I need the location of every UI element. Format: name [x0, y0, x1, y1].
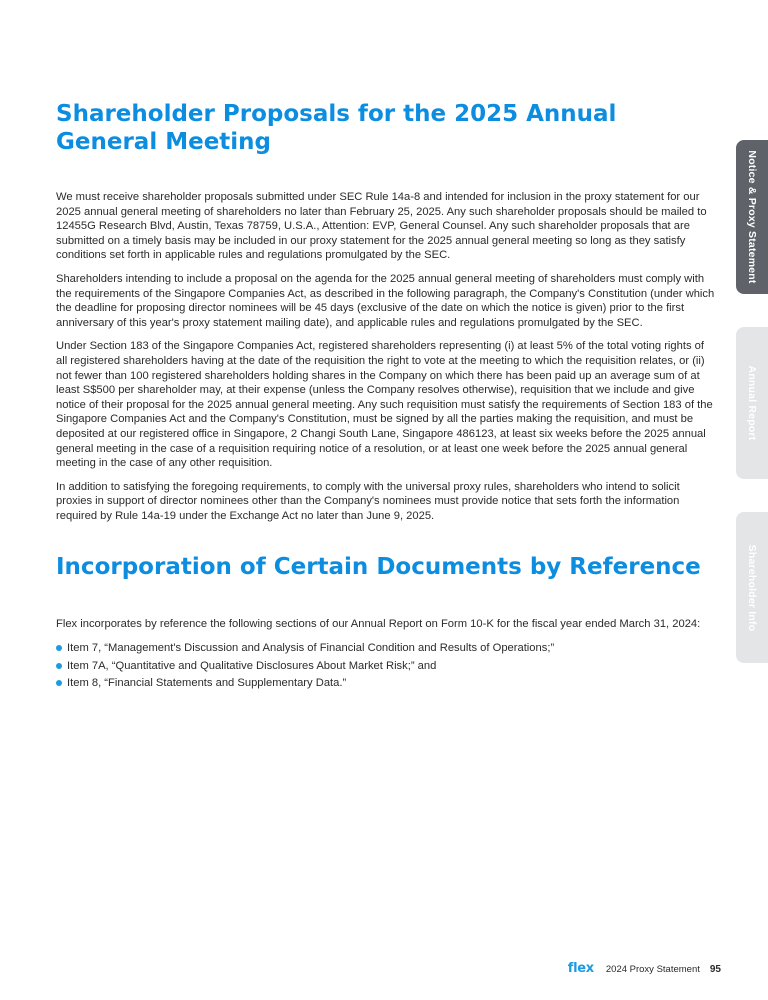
list-item-text: Item 7A, “Quantitative and Qualitative Disclosures About Market Risk;” and: [67, 659, 437, 672]
section-incorporation-by-reference: [56, 553, 716, 690]
section-shareholder-proposals: [56, 100, 716, 523]
list-item: [56, 676, 716, 691]
bullet-icon: [56, 645, 62, 651]
bullet-icon: [56, 680, 62, 686]
section-title: Incorporation of Certain Documents by Reference: [56, 554, 701, 581]
section-title: Shareholder Proposals for the 2025 Annual General Meeting: [56, 101, 617, 155]
bullet-icon: [56, 663, 62, 669]
side-tab-label: Notice & Proxy Statement: [746, 150, 758, 284]
intro-paragraph: Flex incorporates by reference the following sections of our Annual Report on Form 10-K for the fiscal year ended March 31, 2024:: [56, 618, 701, 631]
list-item-text: Item 8, “Financial Statements and Supplementary Data.”: [67, 677, 347, 690]
side-tab-annual-report[interactable]: [736, 327, 768, 479]
side-tab-notice-proxy-statement[interactable]: [736, 140, 768, 294]
list-item: [56, 641, 716, 656]
side-tab-label: Annual Report: [746, 365, 758, 441]
paragraph: Under Section 183 of the Singapore Companies Act, registered shareholders representing (i) at least 5% of the total voting rights of all registered shareholders having at the date of the requisition the right to vote at the meeting to which the requisition relates, or (ii) not fewer than 100 registered shareholders holding shares in the Company on which there has been paid up an average sum of at least S$500 per shareholder may, at their expense (unless the Company resolves otherwise), requisition that we include and give notice of their proposal for the 2025 annual general meeting. Any such requisition must satisfy the requirements of Section 183 of the Singapore Companies Act and the Company's Constitution, must be signed by all the parties making the requisition, and must be deposited at our registered office in Singapore, 2 Changi South Lane, Singapore 486123, at least six weeks before the 2025 annual general meeting in the case of a requisition requiring notice of a resolution, or at least one week before the 2025 annual general meeting in the case of any other requisition.: [56, 340, 713, 470]
list-item: [56, 659, 716, 674]
flex-logo: flex: [567, 961, 594, 976]
side-tab-label: Shareholder Info: [746, 544, 758, 631]
paragraph: We must receive shareholder proposals submitted under SEC Rule 14a-8 and intended for inclusion in the proxy statement for our 2025 annual general meeting of shareholders no later than February 25, 2025. Any such shareholder proposals should be mailed to 12455G Research Blvd, Austin, Texas 78759, U.S.A., Attention: EVP, General Counsel. Any such shareholder proposals that are submitted on a timely basis may be included in our proxy statement for the 2025 annual general meeting so long as they satisfy conditions set forth in applicable rules and regulations promulgated by the SEC.: [56, 191, 707, 262]
bullet-list: [56, 641, 716, 691]
footer-document-title: 2024 Proxy Statement: [605, 964, 700, 975]
main-content: [56, 100, 716, 694]
paragraph: Shareholders intending to include a proposal on the agenda for the 2025 annual general meeting of shareholders must comply with the requirements of the Singapore Companies Act, as described in the following paragraph, the Company's Constitution (under which the deadline for proposing director nominees will be 45 days (exclusive of the date on which the notice is given) prior to the first anniversary of this year's proxy statement mailing date), and applicable rules and regulations promulgated by the SEC.: [56, 272, 715, 329]
page-number: 95: [709, 964, 721, 975]
section-body: [56, 617, 716, 690]
page-footer: [568, 961, 721, 976]
section-body: [56, 190, 716, 523]
list-item-text: Item 7, “Management's Discussion and Analysis of Financial Condition and Results of Operations;”: [67, 642, 555, 655]
paragraph: In addition to satisfying the foregoing requirements, to comply with the universal proxy rules, shareholders who intend to solicit proxies in support of director nominees other than the Company's nominees must provide notice that sets forth the information required by Rule 14a-19 under the Exchange Act no later than June 9, 2025.: [56, 480, 680, 522]
side-tab-shareholder-info[interactable]: [736, 512, 768, 663]
